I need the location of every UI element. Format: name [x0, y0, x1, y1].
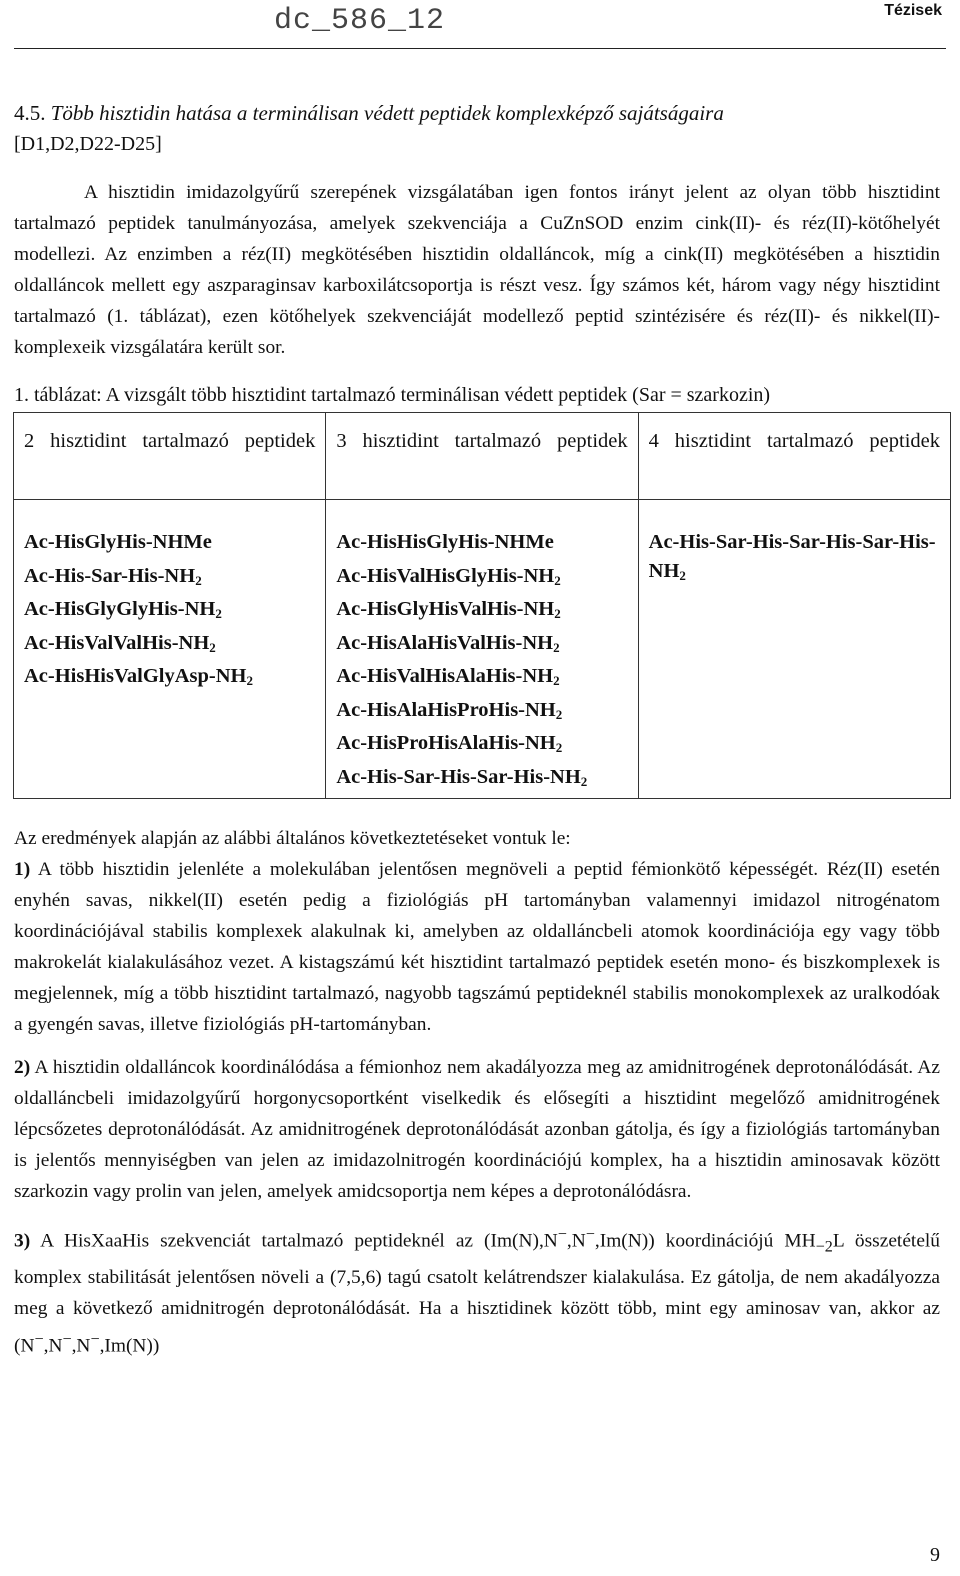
peptide-item: $Ac-HisHisValGlyAsp-NH_2$ [24, 665, 253, 688]
document-body [14, 98, 940, 1362]
peptide-item: $Ac-HisAlaHisProHis-NH_2$ [336, 698, 563, 722]
conclusion-number: 1) [14, 859, 31, 880]
page-header-id: dc_586_12 [274, 4, 446, 38]
peptide-item: $Ac-HisValHisGlyHis-NH_2$ [336, 564, 561, 588]
table-header-cell: 3 hisztidint tartalmazó peptidek [326, 413, 638, 500]
peptide-item: $Ac-His-Sar-His-NH_2$ [24, 564, 202, 588]
peptide-item: Ac-HisHisGlyHis-NHMe [336, 531, 554, 553]
section-number: 4.5. [14, 101, 46, 125]
peptide-item: $Ac-HisValValHis-NH_2$ [24, 631, 216, 655]
conclusion-3: 3) A HisXaaHis szekvenciát tartalmazó peptideknél az (Im(N),N−,N−,Im(N)) koordinációjú $MH_{-2}L$ összetételű komplex stabilitását jelentősen növeli a (7,5,6) tagú csatolt kelátrendszer kialakulása. Ez gátolja, de nem akadályozza meg a következő amidnitrogén deprotonálódását. Ha a hisztidinek között több, mint egy aminosav van, akkor az (N−,N−,N−,Im(N)) [14, 1226, 941, 1357]
page-header-section-label: Tézisek [884, 2, 942, 19]
table-header-cell: 2 hisztidint tartalmazó peptidek [14, 413, 326, 500]
conclusion-1: 1) A több hisztidin jelenléte a molekulában jelentősen megnöveli a peptid fémionkötő képességét. Réz(II) esetén enyhén savas, nikkel(II) esetén pedig a fiziológiás pH tartományban valamennyi imidazol nitrogénatom koordinációjával stabilis komplexek alakulnak ki, amelyben az oldalláncbeli atomok koordinációja egy vagy több makrokelát kialakulásához vezet. A kistagszámú két hisztidint tartalmazó peptidek esetén mono- és biszkomplexek is megjelennek, míg a több hisztidint tartalmazó, nagyobb tagszámú peptideknél stabilis monokomplexek az uralkodóak a gyengén savas, illetve fiziológiás pH-tartományban. [14, 859, 941, 1035]
intro-paragraph: A hisztidin imidazolgyűrű szerepének vizsgálatában igen fontos irányt jelent az olyan több hisztidint tartalmazó peptidek tanulmányozása, amelyek szekvenciája a CuZnSOD enzim cink(II)- és réz(II)-kötőhelyét modellezi. Az enzimben a réz(II) megkötésében hisztidin oldalláncok, míg a cink(II) megkötésében a hisztidin oldalláncok mellett egy aszparaginsav karboxilátcsoportja is részt vesz. Így számos két, három vagy négy hisztidint tartalmazó (1. táblázat), ezen kötőhelyek szekvenciáját modellező peptid szintézisére és réz(II)- és nikkel(II)-komplexeik vizsgálatára került sor. [14, 182, 940, 358]
table-header-cell: 4 hisztidint tartalmazó peptidek [638, 413, 950, 500]
table-cell-4-his [638, 500, 950, 799]
table-caption: 1. táblázat: A vizsgált több hisztidint tartalmazó terminálisan védett peptidek (Sar = szarkozin) [14, 384, 771, 406]
conclusion-number: 2) [14, 1057, 31, 1078]
conclusion-2: 2) A hisztidin oldalláncok koordinálódása a fémionhoz nem akadályozza meg az amidnitrogének deprotonálódását. Az oldalláncbeli imidazolgyűrű horgonycsoportként viselkedik és elősegíti a hisztidint megelőző amidnitrogének lépcsőzetes deprotonálódását. Az amidnitrogének deprotonálódását azonban gátolja, és így a fiziológiás tartományban is jelentős mennyiségben van jelen az imidazolnitrogén koordinációjú komplex, ha a hisztidin aminosavak között szarkozin vagy prolin van jelen, amelyek amidcsoportja nem képes a deprotonálódásra. [14, 1057, 941, 1202]
section-heading [14, 98, 940, 129]
conclusion-number: 3) [14, 1230, 31, 1252]
header-rule [14, 48, 946, 49]
peptide-item: $Ac-HisAlaHisValHis-NH_2$ [336, 631, 560, 655]
peptide-table [13, 412, 951, 799]
peptide-item: $Ac-HisGlyHisValHis-NH_2$ [336, 598, 561, 621]
table-cell-2-his [14, 500, 326, 799]
peptide-item: $Ac-HisValHisAlaHis-NH_2$ [336, 665, 560, 688]
section-references: [D1,D2,D22-D25] [14, 133, 162, 155]
results-intro: Az eredmények alapján az alábbi általános következtetéseket vontuk le: [14, 828, 571, 849]
peptide-item: $Ac-HisGlyGlyHis-NH_2$ [24, 598, 222, 621]
peptide-item: $Ac-His-Sar-His-Sar-His-Sar-His-NH_2$ [648, 531, 936, 583]
table-cell-3-his [326, 500, 638, 799]
peptide-item: $Ac-His-Sar-His-Sar-His-NH_2$ [336, 765, 588, 789]
page-number: 9 [930, 1544, 940, 1566]
peptide-item: $Ac-HisProHisAlaHis-NH_2$ [336, 732, 563, 755]
peptide-item: Ac-HisGlyHis-NHMe [24, 531, 212, 553]
section-title: Több hisztidin hatása a terminálisan védett peptidek komplexképző sajátságaira [50, 101, 724, 125]
